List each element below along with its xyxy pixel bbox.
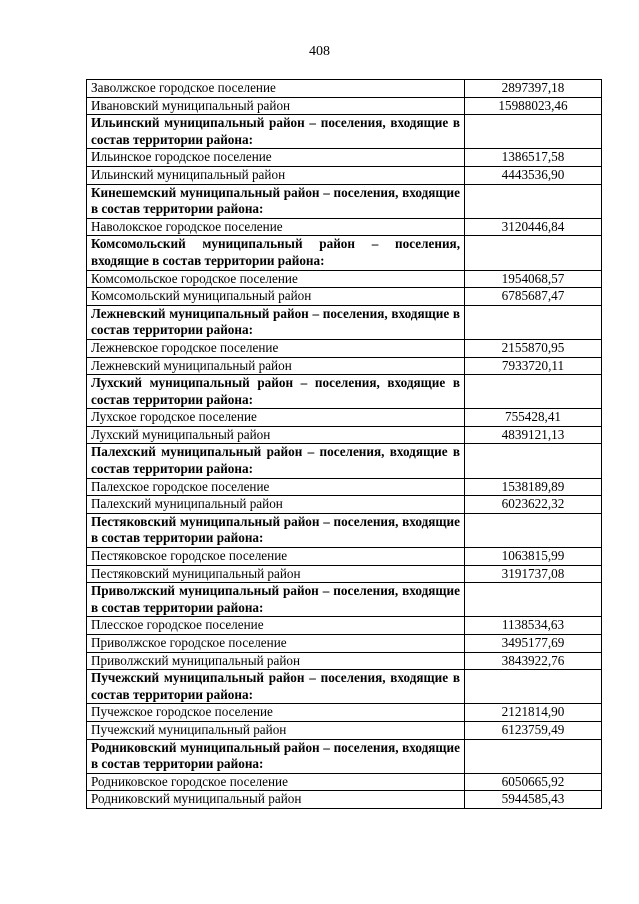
municipality-name-cell: Ильинское городское поселение	[87, 149, 465, 167]
district-header-row	[87, 115, 602, 149]
municipality-name-cell: Ивановский муниципальный район	[87, 97, 465, 115]
table-row	[87, 704, 602, 722]
amount-cell: 6785687,47	[465, 288, 602, 306]
table-row	[87, 548, 602, 566]
municipality-name-cell: Плесское городское поселение	[87, 617, 465, 635]
district-header-cell: Комсомольский муниципальный район – поселения, входящие в состав территории района:	[87, 236, 465, 270]
table-row	[87, 496, 602, 514]
table-row	[87, 409, 602, 427]
district-header-cell: Кинешемский муниципальный район – поселения, входящие в состав территории района:	[87, 184, 465, 218]
district-header-cell: Ильинский муниципальный район – поселения, входящие в состав территории района:	[87, 115, 465, 149]
district-header-row	[87, 444, 602, 478]
amount-cell	[465, 184, 602, 218]
municipality-name-cell: Пестяковский муниципальный район	[87, 565, 465, 583]
amount-cell: 2897397,18	[465, 80, 602, 98]
amount-cell	[465, 444, 602, 478]
amount-cell	[465, 115, 602, 149]
table-row	[87, 617, 602, 635]
district-header-cell: Палехский муниципальный район – поселения, входящие в состав территории района:	[87, 444, 465, 478]
amount-cell: 3843922,76	[465, 652, 602, 670]
amount-cell: 4839121,13	[465, 426, 602, 444]
municipality-name-cell: Лухское городское поселение	[87, 409, 465, 427]
amount-cell	[465, 375, 602, 409]
amount-cell: 3495177,69	[465, 635, 602, 653]
municipality-name-cell: Палехский муниципальный район	[87, 496, 465, 514]
district-header-cell: Лухский муниципальный район – поселения, входящие в состав территории района:	[87, 375, 465, 409]
municipality-name-cell: Комсомольский муниципальный район	[87, 288, 465, 306]
district-header-row	[87, 236, 602, 270]
amount-cell: 1954068,57	[465, 270, 602, 288]
table-row	[87, 166, 602, 184]
table-row	[87, 773, 602, 791]
budget-table	[86, 79, 602, 809]
table-row	[87, 478, 602, 496]
district-header-cell: Пестяковский муниципальный район – поселения, входящие в состав территории района:	[87, 513, 465, 547]
amount-cell	[465, 583, 602, 617]
amount-cell	[465, 305, 602, 339]
amount-cell: 7933720,11	[465, 357, 602, 375]
amount-cell: 2121814,90	[465, 704, 602, 722]
district-header-row	[87, 583, 602, 617]
table-row	[87, 80, 602, 98]
amount-cell: 6023622,32	[465, 496, 602, 514]
amount-cell: 1538189,89	[465, 478, 602, 496]
amount-cell	[465, 513, 602, 547]
table-row	[87, 357, 602, 375]
table-row	[87, 721, 602, 739]
district-header-row	[87, 513, 602, 547]
district-header-cell: Приволжский муниципальный район – поселения, входящие в состав территории района:	[87, 583, 465, 617]
municipality-name-cell: Комсомольское городское поселение	[87, 270, 465, 288]
amount-cell: 1386517,58	[465, 149, 602, 167]
amount-cell: 5944585,43	[465, 791, 602, 809]
table-row	[87, 652, 602, 670]
district-header-row	[87, 305, 602, 339]
amount-cell: 3191737,08	[465, 565, 602, 583]
amount-cell	[465, 739, 602, 773]
table-row	[87, 791, 602, 809]
amount-cell: 4443536,90	[465, 166, 602, 184]
municipality-name-cell: Пестяковское городское поселение	[87, 548, 465, 566]
table-row	[87, 97, 602, 115]
amount-cell: 6123759,49	[465, 721, 602, 739]
district-header-row	[87, 375, 602, 409]
amount-cell: 6050665,92	[465, 773, 602, 791]
table-row	[87, 635, 602, 653]
amount-cell: 15988023,46	[465, 97, 602, 115]
municipality-name-cell: Ильинский муниципальный район	[87, 166, 465, 184]
table-row	[87, 288, 602, 306]
amount-cell: 2155870,95	[465, 339, 602, 357]
page-number: 408	[309, 44, 330, 59]
district-header-cell: Пучежский муниципальный район – поселения, входящие в состав территории района:	[87, 670, 465, 704]
table-row	[87, 149, 602, 167]
municipality-name-cell: Палехское городское поселение	[87, 478, 465, 496]
municipality-name-cell: Заволжское городское поселение	[87, 80, 465, 98]
municipality-name-cell: Родниковское городское поселение	[87, 773, 465, 791]
municipality-name-cell: Пучежское городское поселение	[87, 704, 465, 722]
district-header-row	[87, 670, 602, 704]
district-header-cell: Родниковский муниципальный район – поселения, входящие в состав территории района:	[87, 739, 465, 773]
district-header-cell: Лежневский муниципальный район – поселения, входящие в состав территории района:	[87, 305, 465, 339]
amount-cell: 3120446,84	[465, 218, 602, 236]
amount-cell: 1063815,99	[465, 548, 602, 566]
municipality-name-cell: Приволжский муниципальный район	[87, 652, 465, 670]
municipality-name-cell: Лухский муниципальный район	[87, 426, 465, 444]
table-body	[87, 80, 602, 809]
table-row	[87, 339, 602, 357]
table-row	[87, 218, 602, 236]
municipality-name-cell: Лежневский муниципальный район	[87, 357, 465, 375]
amount-cell	[465, 236, 602, 270]
table-row	[87, 270, 602, 288]
municipality-name-cell: Наволокское городское поселение	[87, 218, 465, 236]
amount-cell	[465, 670, 602, 704]
district-header-row	[87, 739, 602, 773]
municipality-name-cell: Пучежский муниципальный район	[87, 721, 465, 739]
municipality-name-cell: Родниковский муниципальный район	[87, 791, 465, 809]
table-row	[87, 426, 602, 444]
district-header-row	[87, 184, 602, 218]
table-row	[87, 565, 602, 583]
municipality-name-cell: Лежневское городское поселение	[87, 339, 465, 357]
amount-cell: 1138534,63	[465, 617, 602, 635]
amount-cell: 755428,41	[465, 409, 602, 427]
municipality-name-cell: Приволжское городское поселение	[87, 635, 465, 653]
